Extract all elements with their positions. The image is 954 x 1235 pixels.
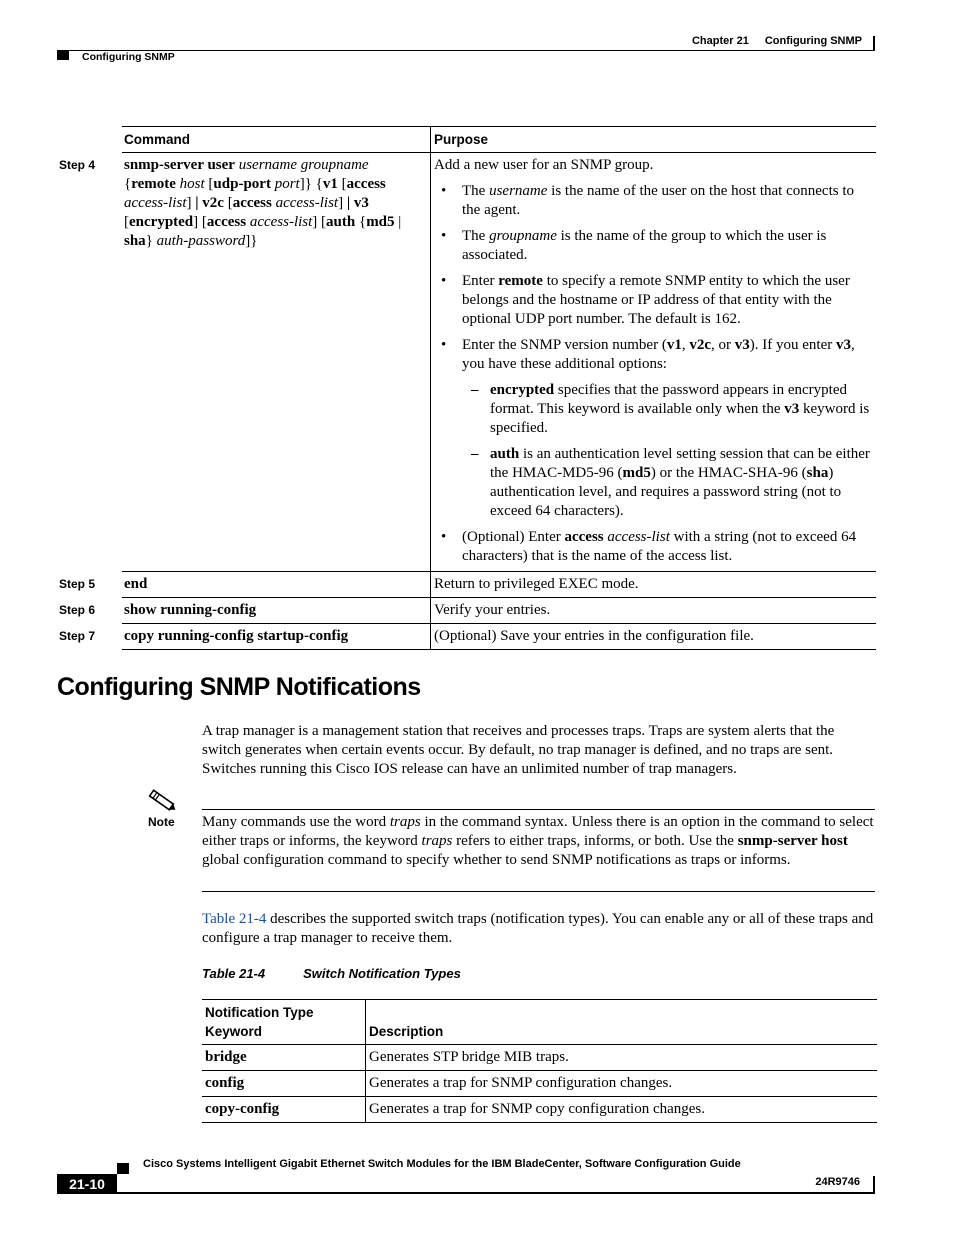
table-row [202,1097,877,1123]
chapter-number: Chapter 21 [691,35,749,47]
command-cell: copy running-config startup-config [122,624,431,649]
col-keyword-line: Notification Type [205,1005,314,1020]
page-number: 21-10 [57,1174,117,1194]
section-heading: Configuring SNMP Notifications [57,673,421,701]
description-cell: Generates a trap for SNMP copy configuration changes. [369,1101,706,1117]
table-link[interactable]: Table 21-4 [202,911,267,927]
table-row [59,153,876,572]
table-caption [202,966,461,981]
table-row [202,1045,877,1071]
footer-rule [57,1192,875,1194]
note-rule [202,809,875,810]
note-text: Many commands use the word traps in the command syntax. Unless there is an option in the command to select either traps or informs, the keyword traps refers to either traps, informs, or both. Use the snmp-server host global configuration command to specify whether to send SNMP notifications as traps or informs. [202,814,874,868]
notification-table-header [202,999,877,1045]
header-marker [57,51,69,60]
command-table-header [122,126,876,153]
table-row [59,624,876,650]
note-rule [202,891,875,892]
notification-table [202,999,877,1123]
note-label: Note [148,815,175,829]
command-table [59,126,876,650]
table-row [59,572,876,598]
keyword-cell: bridge [202,1045,366,1070]
command-cell: show running-config [122,598,431,623]
document-id: 24R9746 [815,1176,860,1188]
footer-title: Cisco Systems Intelligent Gigabit Ethernet Switch Modules for the IBM BladeCenter, Software Configuration Guide [143,1158,741,1170]
step-label: Step 6 [59,603,96,617]
table-number: Table 21-4 [202,966,266,981]
header-tick [873,36,875,51]
col-purpose: Purpose [434,132,489,147]
table-row [59,598,876,624]
command-cell: end [122,572,431,597]
col-keyword-line: Keyword [205,1024,263,1039]
keyword-cell: config [202,1071,366,1096]
col-keyword [202,1000,366,1044]
intro-paragraph: A trap manager is a management station that receives and processes traps. Traps are system alerts that the switch generates when certain events occur. By default, no trap manager is defined, and no traps are sent. Switches running this Cisco IOS release can have an unlimited number of trap managers. [202,723,835,777]
footer-tick [873,1176,875,1192]
running-header-chapter [692,35,862,47]
running-header-section: Configuring SNMP [82,51,175,63]
description-cell: Generates STP bridge MIB traps. [369,1049,569,1065]
footer-marker [117,1163,129,1174]
purpose-cell: Return to privileged EXEC mode. [434,576,639,592]
col-description: Description [369,1024,444,1039]
description-cell: Generates a trap for SNMP configuration changes. [369,1075,673,1091]
command-cell: snmp-server user username groupname {remote host [udp-port port]} {v1 [access access-list] | v2c [access access-list] | v3 [encrypted] [access access-list] [auth {md5 | sha} auth-password]} [122,153,431,571]
table-row [202,1071,877,1097]
keyword-cell: copy-config [202,1097,366,1122]
col-command: Command [122,127,431,152]
purpose-cell: Verify your entries. [434,602,551,618]
header-rule [57,50,875,51]
purpose-cell: Add a new user for an SNMP group. • The username is the name of the user on the host that connects to the agent. • The groupname is the name of the group to which the user is associated. • Enter remote to specify a remote SNMP entity to which the user belongs and the hostname or IP address of that entity with the optional UDP port number. The default is 162. • Enter the SNMP version number (v1, v2c, or v3). If you enter v3, you have these additional options: – encrypted specifies that the password appears in encrypted format. This keyword is available only when the v3 keyword is specified. – auth is an authentication level setting session that can be either the HMAC-MD5-96 (md5) or the HMAC-SHA-96 (sha) authentication level, and requires a password string (not to exceed 64 characters). • (Optional) Enter access access-list with a string (not to exceed 64 characters) that is the name of the access list. [431,153,876,571]
step-label: Step 4 [59,158,96,172]
table-title: Switch Notification Types [303,966,461,981]
chapter-title: Configuring SNMP [764,35,862,47]
table-intro-paragraph: Table 21-4 describes the supported switch traps (notification types). You can enable any or all of these traps and configure a trap manager to receive them. [202,911,874,946]
step-label: Step 5 [59,577,96,591]
step-label: Step 7 [59,629,96,643]
purpose-cell: (Optional) Save your entries in the configuration file. [434,628,754,644]
